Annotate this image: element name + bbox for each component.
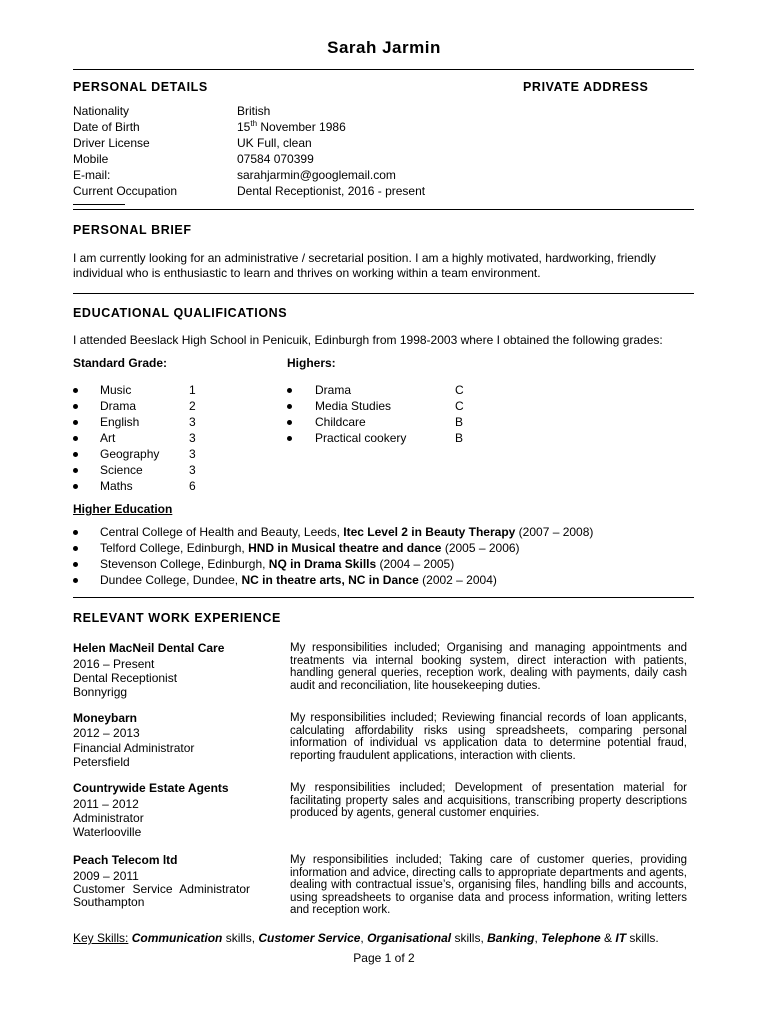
detail-label: Mobile bbox=[73, 152, 109, 166]
resume-name: Sarah Jarmin bbox=[327, 38, 441, 57]
private-address-heading: PRIVATE ADDRESS bbox=[523, 80, 649, 94]
bullet-icon bbox=[73, 404, 78, 409]
key-skills: Key Skills: Communication skills, Customer Service, Organisational skills, Banking, Telephone & IT skills. bbox=[73, 931, 659, 945]
detail-label: Nationality bbox=[73, 104, 130, 118]
job-dates: 2009 – 2011 bbox=[73, 869, 139, 883]
bullet-icon bbox=[287, 436, 292, 441]
bullet-icon bbox=[287, 420, 292, 425]
bullet-icon bbox=[73, 530, 78, 535]
higher-education-heading: Higher Education bbox=[73, 502, 173, 516]
company-name: Peach Telecom ltd bbox=[73, 853, 178, 867]
bullet-icon bbox=[73, 546, 78, 551]
bullet-icon bbox=[73, 420, 78, 425]
divider bbox=[73, 293, 694, 294]
detail-value: Dental Receptionist, 2016 - present bbox=[237, 184, 426, 198]
education-heading: EDUCATIONAL QUALIFICATIONS bbox=[73, 306, 288, 320]
bullet-icon bbox=[73, 562, 78, 567]
job-role: Dental Receptionist bbox=[73, 671, 178, 685]
personal-details-heading: PERSONAL DETAILS bbox=[73, 80, 208, 94]
bullet-icon bbox=[287, 388, 292, 393]
education-intro: I attended Beeslack High School in Penicuik, Edinburgh from 1998-2003 where I obtained the following grades: bbox=[73, 333, 663, 347]
brief-line: individual who is enthusiastic to learn and thrives on working within a team environment. bbox=[73, 266, 541, 280]
bullet-icon bbox=[73, 578, 78, 583]
job-description: My responsibilities included; Reviewing financial records of loan applicants, calculating affordability risks using spreadsheets, comparing personal information of individual vs application data to determine potential fraud, reporting fraudulent applications, interaction with clients. bbox=[290, 712, 687, 762]
page-number: Page 1 of 2 bbox=[353, 951, 415, 965]
divider bbox=[73, 597, 694, 598]
detail-label: E-mail: bbox=[73, 168, 111, 182]
detail-value: UK Full, clean bbox=[237, 136, 312, 150]
bullet-icon bbox=[73, 452, 78, 457]
bullet-icon bbox=[73, 436, 78, 441]
bullet-icon bbox=[73, 484, 78, 489]
job-role: Financial Administrator bbox=[73, 741, 195, 755]
detail-label: Driver License bbox=[73, 136, 150, 150]
detail-label: Current Occupation bbox=[73, 184, 178, 198]
job-location: Bonnyrigg bbox=[73, 685, 128, 699]
job-dates: 2011 – 2012 bbox=[73, 797, 139, 811]
job-dates: 2012 – 2013 bbox=[73, 726, 140, 740]
detail-value-email[interactable]: sarahjarmin@googlemail.com bbox=[237, 168, 396, 182]
brief-line: I am currently looking for an administrative / secretarial position. I am a highly motivated, hardworking, friendly bbox=[73, 251, 656, 265]
job-description: My responsibilities included; Development of presentation material for facilitating property sales and acquisitions, transcribing property descriptions produced by agents, general customer enquiries. bbox=[290, 782, 687, 819]
short-rule bbox=[73, 204, 125, 205]
standard-grade-heading: Standard Grade: bbox=[73, 356, 168, 370]
company-name: Moneybarn bbox=[73, 711, 138, 725]
detail-value: 07584 070399 bbox=[237, 152, 314, 166]
job-location: Petersfield bbox=[73, 755, 130, 769]
job-role: Administrator bbox=[73, 811, 144, 825]
job-description: My responsibilities included; Taking care of customer queries, providing information and advice, directing calls to appropriate departments and agents, dealing with contractual issue’s, organising files, handling bills and accounts, using spreadsheets to organise data and process information, writing letters and reception work. bbox=[290, 854, 687, 916]
job-description: My responsibilities included; Organising and managing appointments and treatments via internal booking system, direct interaction with patients, handling general queries, reception work, dealing with payments, daily cash audit and reconciliation, lite housekeeping duties. bbox=[290, 642, 687, 692]
divider bbox=[73, 209, 694, 210]
detail-label: Date of Birth bbox=[73, 120, 140, 134]
divider bbox=[73, 69, 694, 70]
detail-value-dob: 15th November 1986 bbox=[237, 119, 346, 134]
job-location: Waterlooville bbox=[73, 825, 142, 839]
bullet-icon bbox=[287, 404, 292, 409]
detail-value: British bbox=[237, 104, 271, 118]
highers-heading: Highers: bbox=[287, 356, 336, 370]
company-name: Countrywide Estate Agents bbox=[73, 781, 229, 795]
job-role: Customer Service Administrator Southampton bbox=[73, 882, 250, 909]
work-experience-heading: RELEVANT WORK EXPERIENCE bbox=[73, 611, 281, 625]
job-dates: 2016 – Present bbox=[73, 657, 155, 671]
bullet-icon bbox=[73, 388, 78, 393]
personal-brief-heading: PERSONAL BRIEF bbox=[73, 223, 192, 237]
company-name: Helen MacNeil Dental Care bbox=[73, 641, 225, 655]
bullet-icon bbox=[73, 468, 78, 473]
